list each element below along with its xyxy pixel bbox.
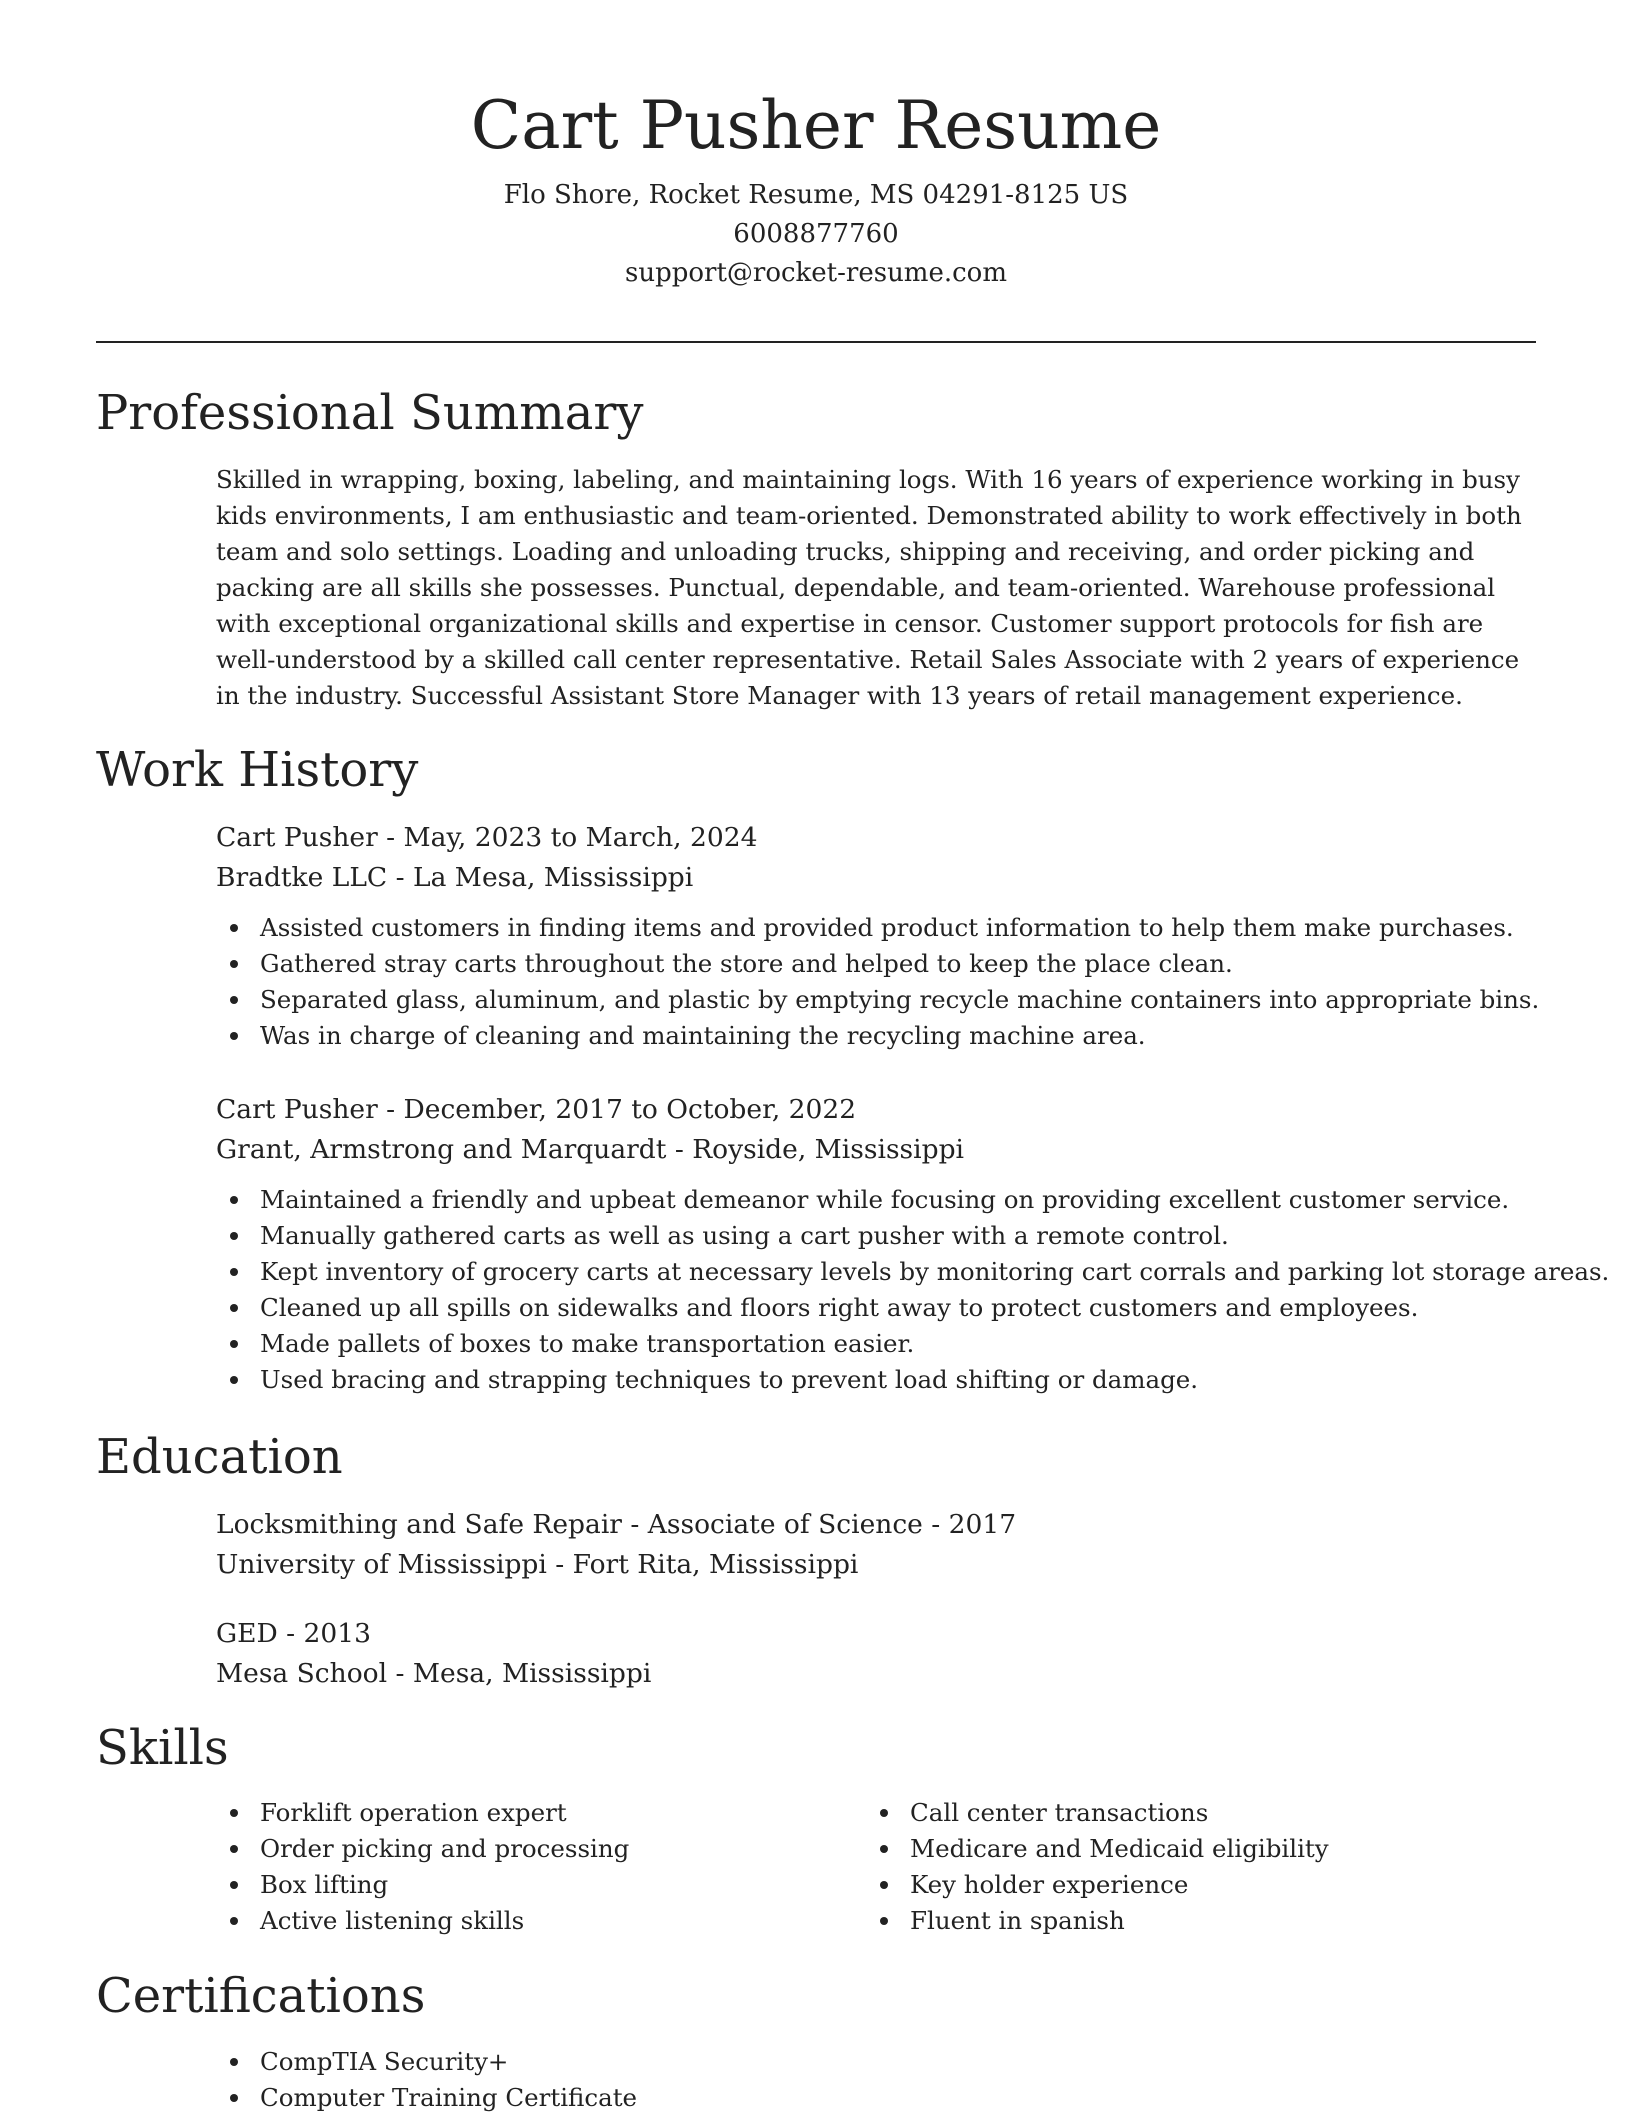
job-duties <box>216 1182 1610 1398</box>
list-item: Was in charge of cleaning and maintaining the recycling machine area. <box>216 1018 1536 1054</box>
resume-header <box>0 84 1632 293</box>
list-item: Maintained a friendly and upbeat demeanor while focusing on providing excellent customer service. <box>216 1182 1536 1218</box>
education-school: University of Mississippi - Fort Rita, Mississippi <box>216 1549 859 1580</box>
list-item: Manually gathered carts as well as using a cart pusher with a remote control. <box>216 1218 1536 1254</box>
header-divider <box>96 341 1536 343</box>
list-item: Active listening skills <box>216 1903 856 1939</box>
education-degree: GED - 2013 <box>216 1618 372 1649</box>
list-item: Kept inventory of grocery carts at necessary levels by monitoring cart corrals and parking lot storage areas. <box>216 1254 1536 1290</box>
list-item: Box lifting <box>216 1867 856 1903</box>
section-title-summary: Professional Summary <box>96 385 644 441</box>
certifications-block <box>216 2044 1536 2116</box>
contact-info <box>0 176 1632 293</box>
job-company: Bradtke LLC - La Mesa, Mississippi <box>216 862 694 893</box>
education-entry <box>216 1505 1536 1585</box>
list-item: Made pallets of boxes to make transportation easier. <box>216 1326 1536 1362</box>
contact-email: support@rocket-resume.com <box>624 258 1007 288</box>
education-school: Mesa School - Mesa, Mississippi <box>216 1658 652 1689</box>
resume-title: Cart Pusher Resume <box>470 87 1162 164</box>
list-item: Cleaned up all spills on sidewalks and floors right away to protect customers and employees. <box>216 1290 1536 1326</box>
job-duties <box>216 910 1540 1054</box>
education-degree: Locksmithing and Safe Repair - Associate of Science - 2017 <box>216 1509 1017 1540</box>
section-title-work-history: Work History <box>96 742 419 798</box>
section-title-certifications: Certifications <box>96 1968 426 2024</box>
list-item: Used bracing and strapping techniques to prevent load shifting or damage. <box>216 1362 1536 1398</box>
list-item: Computer Training Certificate <box>216 2080 1536 2116</box>
job-entry <box>216 818 1540 1054</box>
job-company: Grant, Armstrong and Marquardt - Royside, Mississippi <box>216 1134 965 1165</box>
skills-list <box>866 1795 1506 1939</box>
list-item: Medicare and Medicaid eligibility <box>866 1831 1506 1867</box>
certifications-list <box>216 2044 1536 2116</box>
section-title-skills: Skills <box>96 1720 229 1776</box>
list-item: Order picking and processing <box>216 1831 856 1867</box>
job-entry <box>216 1090 1610 1398</box>
skills-list <box>216 1795 856 1939</box>
list-item: Assisted customers in finding items and provided product information to help them make purchases. <box>216 910 1536 946</box>
job-title: Cart Pusher - May, 2023 to March, 2024 <box>216 822 758 853</box>
job-title: Cart Pusher - December, 2017 to October, 2022 <box>216 1094 857 1125</box>
skills-column-right <box>866 1795 1506 1939</box>
summary-text: Skilled in wrapping, boxing, labeling, and maintaining logs. With 16 years of experience working in busy kids environments, I am enthusiastic and team-oriented. Demonstrated ability to work effectively in both team and solo settings. Loading and unloading trucks, shipping and receiving, and order picking and packing are all skills she possesses. Punctual, dependable, and team-oriented. Warehouse professional with exceptional organizational skills and expertise in censor. Customer support protocols for fish are well-understood by a skilled call center representative. Retail Sales Associate with 2 years of experience in the industry. Successful Assistant Store Manager with 13 years of retail management experience. <box>216 465 1522 710</box>
list-item: Call center transactions <box>866 1795 1506 1831</box>
skills-column-left <box>216 1795 856 1939</box>
list-item: Gathered stray carts throughout the store and helped to keep the place clean. <box>216 946 1536 982</box>
list-item: Separated glass, aluminum, and plastic by emptying recycle machine containers into appropriate bins. <box>216 982 1536 1018</box>
list-item: Fluent in spanish <box>866 1903 1506 1939</box>
contact-phone: 6008877760 <box>733 219 899 249</box>
list-item: CompTIA Security+ <box>216 2044 1536 2080</box>
contact-address: Flo Shore, Rocket Resume, MS 04291-8125 US <box>503 180 1129 210</box>
list-item: Forklift operation expert <box>216 1795 856 1831</box>
section-title-education: Education <box>96 1429 343 1485</box>
education-entry <box>216 1614 1536 1694</box>
list-item: Key holder experience <box>866 1867 1506 1903</box>
